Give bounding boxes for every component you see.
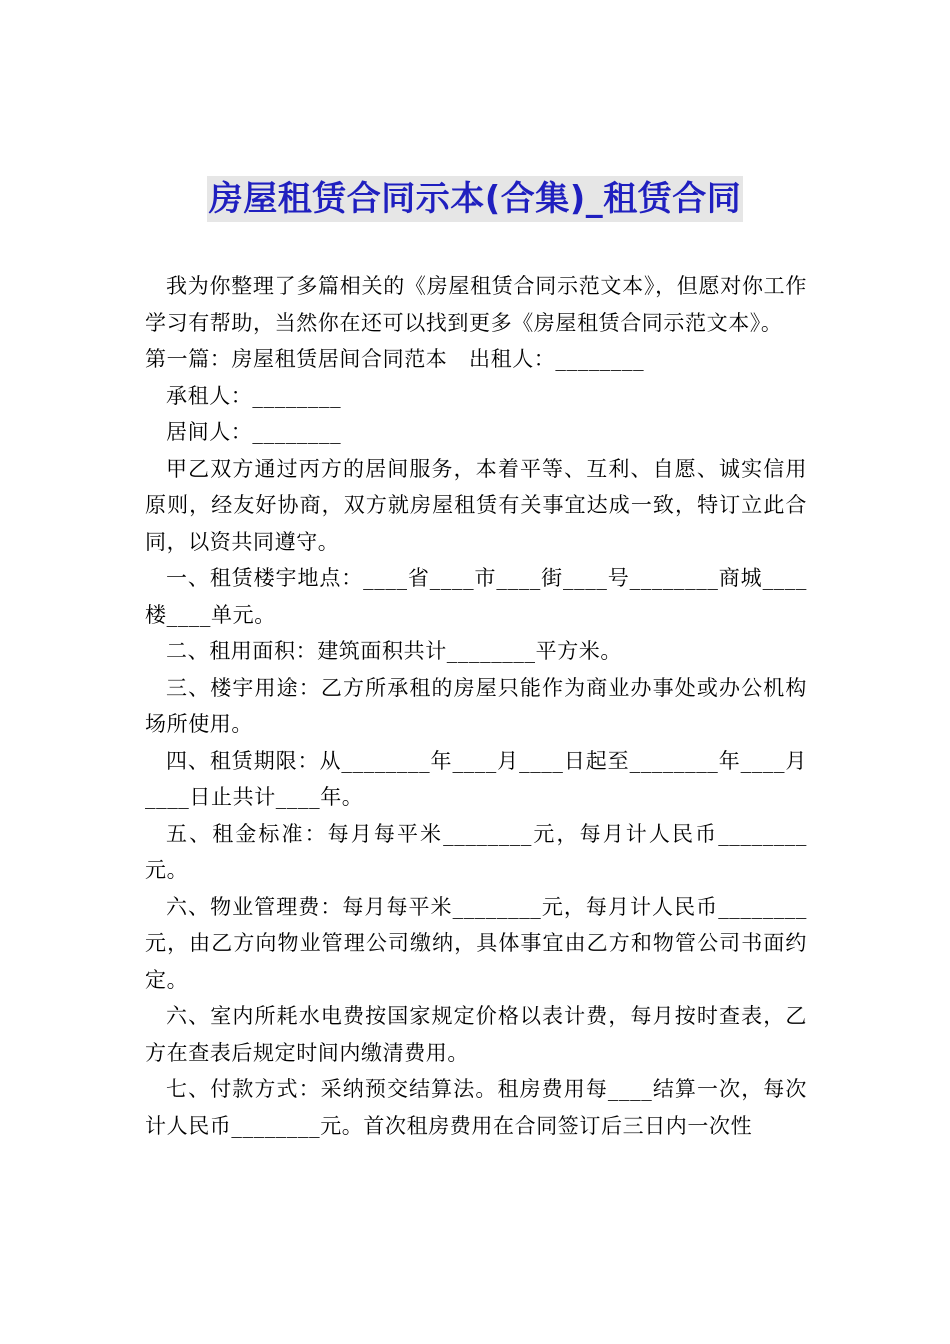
title-container <box>0 176 950 222</box>
body-paragraph: 六、物业管理费：每月每平米________元，每月计人民币________元，由乙方向物业管理公司缴纳，具体事宜由乙方和物管公司书面约定。 <box>145 894 807 992</box>
document-title: 房屋租赁合同示本(合集)_租赁合同 <box>207 176 744 222</box>
body-paragraph: 三、楼宇用途：乙方所承租的房屋只能作为商业办事处或办公机构场所使用。 <box>145 675 807 736</box>
body-paragraph: 七、付款方式：采纳预交结算法。租房费用每____结算一次，每次计人民币________元。首次租房费用在合同签订后三日内一次性 <box>145 1077 807 1138</box>
body-paragraph: 第一篇：房屋租赁居间合同范本 出租人：________ <box>145 347 645 371</box>
body-paragraph: 居间人：________ <box>166 420 342 444</box>
body-paragraph: 甲乙双方通过丙方的居间服务，本着平等、互利、自愿、诚实信用原则，经友好协商，双方就房屋租赁有关事宜达成一致，特订立此合同，以资共同遵守。 <box>145 456 807 554</box>
body-paragraph: 二、租用面积：建筑面积共计________平方米。 <box>166 639 622 663</box>
body-paragraph: 承租人：________ <box>166 383 342 408</box>
body-paragraph: 六、室内所耗水电费按国家规定价格以表计费，每月按时查表，乙方在查表后规定时间内缴清费用。 <box>145 1004 807 1065</box>
body-paragraph: 我为你整理了多篇相关的《房屋租赁合同示范文本》，但愿对你工作学习有帮助，当然你在还可以找到更多《房屋租赁合同示范文本》。 <box>145 274 807 335</box>
body-paragraph: 一、租赁楼宇地点：____省____市____街____号________商城____楼____单元。 <box>145 566 807 627</box>
body-paragraph: 四、租赁期限：从________年____月____日起至________年____月____日止共计____年。 <box>145 748 807 809</box>
document-body <box>145 268 807 1144</box>
body-paragraph: 五、租金标准：每月每平米________元，每月计人民币________元。 <box>145 821 807 882</box>
